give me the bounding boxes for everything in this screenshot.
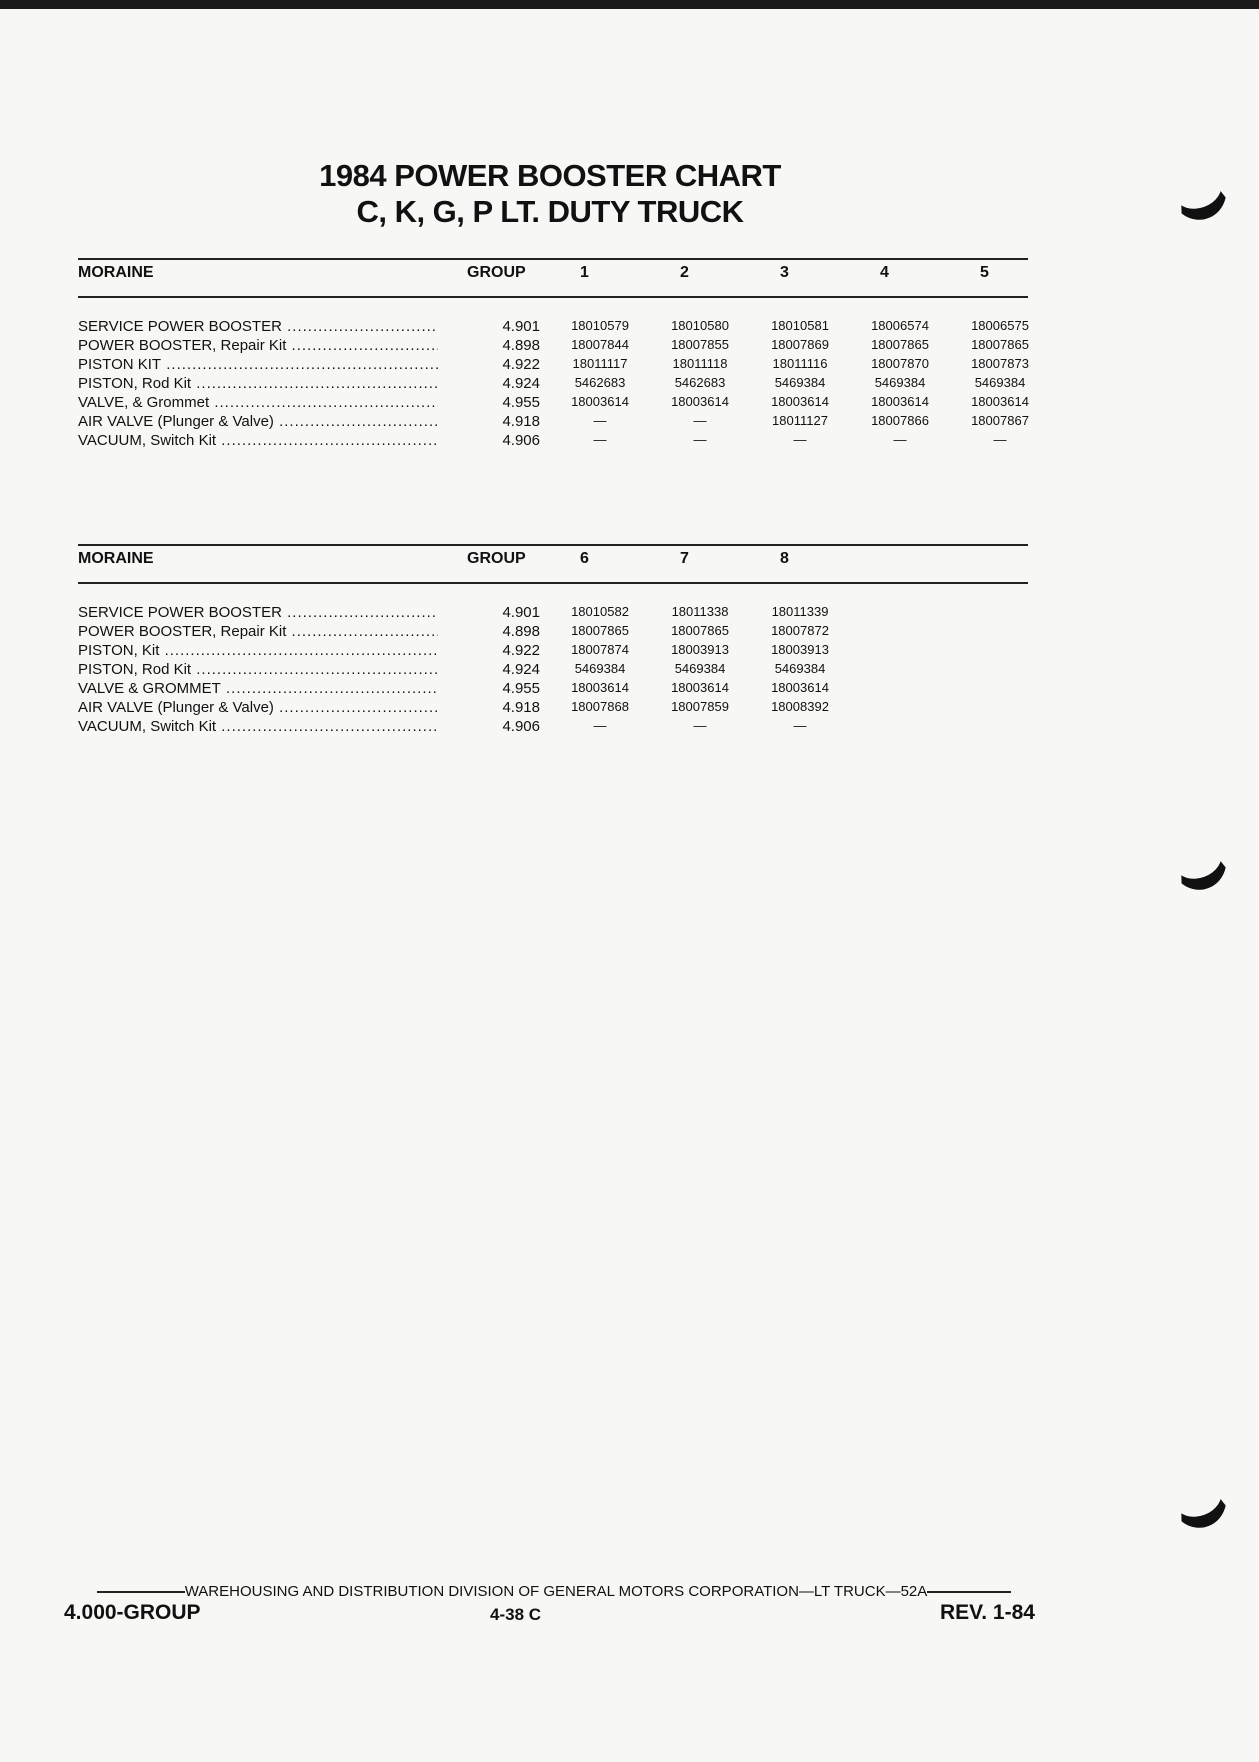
part-number: 18011127 [772, 413, 828, 428]
part-number: 5469384 [674, 661, 726, 676]
group-number: 4.924 [502, 661, 540, 678]
table-row [78, 375, 1028, 394]
group-number: 4.924 [502, 375, 540, 392]
part-number: 18007865 [971, 337, 1029, 352]
part-number: — [693, 718, 707, 733]
part-number: 18003614 [671, 394, 729, 409]
part-number: 18010581 [771, 318, 829, 333]
group-number: 4.955 [502, 680, 540, 697]
part-number: — [593, 413, 607, 428]
header-moraine: MORAINE [78, 264, 154, 281]
part-label: PISTON, Rod Kit ..... [78, 375, 438, 392]
part-number: 18003614 [671, 680, 729, 695]
table-row [78, 642, 1028, 661]
table-header-rule [78, 296, 1028, 298]
header-col: 6 [580, 550, 589, 567]
page-subtitle: C, K, G, P LT. DUTY TRUCK [356, 194, 744, 229]
footer-group-code: 4.000-GROUP [64, 1601, 201, 1624]
part-number: 18007868 [571, 699, 629, 714]
table-body [78, 318, 1028, 451]
part-label: PISTON, Rod Kit ..... [78, 661, 438, 678]
table-header [78, 544, 1028, 580]
part-number: 18011338 [671, 604, 729, 619]
table-header-rule [78, 582, 1028, 584]
part-label: SERVICE POWER BOOSTER ..... [78, 318, 438, 335]
footer-division-line [68, 1583, 1040, 1600]
part-number: 18007866 [871, 413, 929, 428]
page-title: 1984 POWER BOOSTER CHART [319, 158, 781, 193]
part-number: — [593, 432, 607, 447]
part-number: 18003614 [571, 680, 629, 695]
part-label: VACUUM, Switch Kit ..... [78, 432, 438, 449]
footer-dash-left [97, 1591, 185, 1593]
table-row [78, 604, 1028, 623]
part-number: 18007865 [871, 337, 929, 352]
part-label: VALVE & GROMMET ..... [78, 680, 438, 697]
group-number: 4.901 [502, 604, 540, 621]
group-number: 4.922 [502, 642, 540, 659]
table-row [78, 337, 1028, 356]
table-row [78, 413, 1028, 432]
part-label: PISTON KIT ..... [78, 356, 438, 373]
part-number: 18007867 [971, 413, 1029, 428]
table-row [78, 718, 1028, 737]
part-label: VALVE, & Grommet ..... [78, 394, 438, 411]
part-label: POWER BOOSTER, Repair Kit ..... [78, 337, 438, 354]
group-number: 4.922 [502, 356, 540, 373]
footer-division-text: WAREHOUSING AND DISTRIBUTION DIVISION OF GENERAL MOTORS CORPORATION—LT TRUCK—52A [184, 1583, 928, 1600]
table-row [78, 661, 1028, 680]
header-col: 2 [680, 264, 689, 281]
part-number: 18010580 [671, 318, 729, 333]
header-col: 5 [980, 264, 989, 281]
top-edge-bar [0, 0, 1259, 9]
part-number: 18011116 [772, 356, 828, 371]
punch-hole-mark [1161, 1460, 1234, 1536]
part-number: 18010579 [571, 318, 629, 333]
punch-hole-mark [1161, 152, 1234, 228]
footer-revision: REV. 1-84 [940, 1601, 1035, 1624]
table-body [78, 604, 1028, 737]
table-row [78, 356, 1028, 375]
part-number: 5469384 [574, 661, 626, 676]
table-row [78, 432, 1028, 451]
group-number: 4.955 [502, 394, 540, 411]
part-number: — [793, 432, 807, 447]
part-number: 18010582 [571, 604, 629, 619]
part-number: 18011339 [771, 604, 829, 619]
table-row [78, 699, 1028, 718]
part-number: 18003614 [971, 394, 1029, 409]
part-number: 18007844 [571, 337, 629, 352]
header-group: GROUP [467, 264, 526, 281]
group-number: 4.906 [502, 718, 540, 735]
part-number: 5469384 [974, 375, 1026, 390]
part-number: — [593, 718, 607, 733]
part-number: 18007859 [671, 699, 729, 714]
part-label: SERVICE POWER BOOSTER ..... [78, 604, 438, 621]
footer-page-number: 4-38 C [490, 1605, 542, 1624]
header-col: 7 [680, 550, 689, 567]
part-number: 18007870 [871, 356, 929, 371]
group-number: 4.918 [502, 699, 540, 716]
part-number: 18006574 [871, 318, 929, 333]
part-number: — [693, 413, 707, 428]
part-number: 5469384 [774, 661, 826, 676]
part-number: 18006575 [971, 318, 1029, 333]
part-label: AIR VALVE (Plunger & Valve) ..... [78, 699, 438, 716]
footer-dash-right [927, 1591, 1011, 1593]
part-number: — [893, 432, 907, 447]
part-label: PISTON, Kit ..... [78, 642, 438, 659]
part-number: 18007872 [771, 623, 829, 638]
part-number: 18003614 [571, 394, 629, 409]
part-label: VACUUM, Switch Kit ..... [78, 718, 438, 735]
part-number: 5462683 [574, 375, 626, 390]
group-number: 4.906 [502, 432, 540, 449]
group-number: 4.898 [502, 337, 540, 354]
part-number: 18007873 [971, 356, 1029, 371]
part-number: 18003614 [871, 394, 929, 409]
group-number: 4.898 [502, 623, 540, 640]
part-number: — [693, 432, 707, 447]
part-number: 18003913 [771, 642, 829, 657]
table-header [78, 258, 1028, 294]
header-col: 3 [780, 264, 789, 281]
part-number: 18003614 [771, 680, 829, 695]
part-number: 5469384 [774, 375, 826, 390]
table-row [78, 680, 1028, 699]
header-group: GROUP [467, 550, 526, 567]
part-number: — [993, 432, 1007, 447]
table-row [78, 623, 1028, 642]
part-number: 18011117 [572, 356, 628, 371]
part-number: 18011118 [672, 356, 728, 371]
header-col: 1 [580, 264, 589, 281]
group-number: 4.918 [502, 413, 540, 430]
part-number: 18003614 [771, 394, 829, 409]
punch-hole-mark [1161, 822, 1234, 898]
table-row [78, 394, 1028, 413]
part-number: 18007869 [771, 337, 829, 352]
part-number: 18003913 [671, 642, 729, 657]
part-label: POWER BOOSTER, Repair Kit ..... [78, 623, 438, 640]
group-number: 4.901 [502, 318, 540, 335]
part-number: 18008392 [771, 699, 829, 714]
part-number: 5469384 [874, 375, 926, 390]
part-number: 5462683 [674, 375, 726, 390]
part-number: 18007865 [671, 623, 729, 638]
part-number: 18007874 [571, 642, 629, 657]
part-label: AIR VALVE (Plunger & Valve) ..... [78, 413, 438, 430]
header-col: 8 [780, 550, 789, 567]
part-number: — [793, 718, 807, 733]
header-moraine: MORAINE [78, 550, 154, 567]
table-row [78, 318, 1028, 337]
part-number: 18007865 [571, 623, 629, 638]
part-number: 18007855 [671, 337, 729, 352]
header-col: 4 [880, 264, 889, 281]
